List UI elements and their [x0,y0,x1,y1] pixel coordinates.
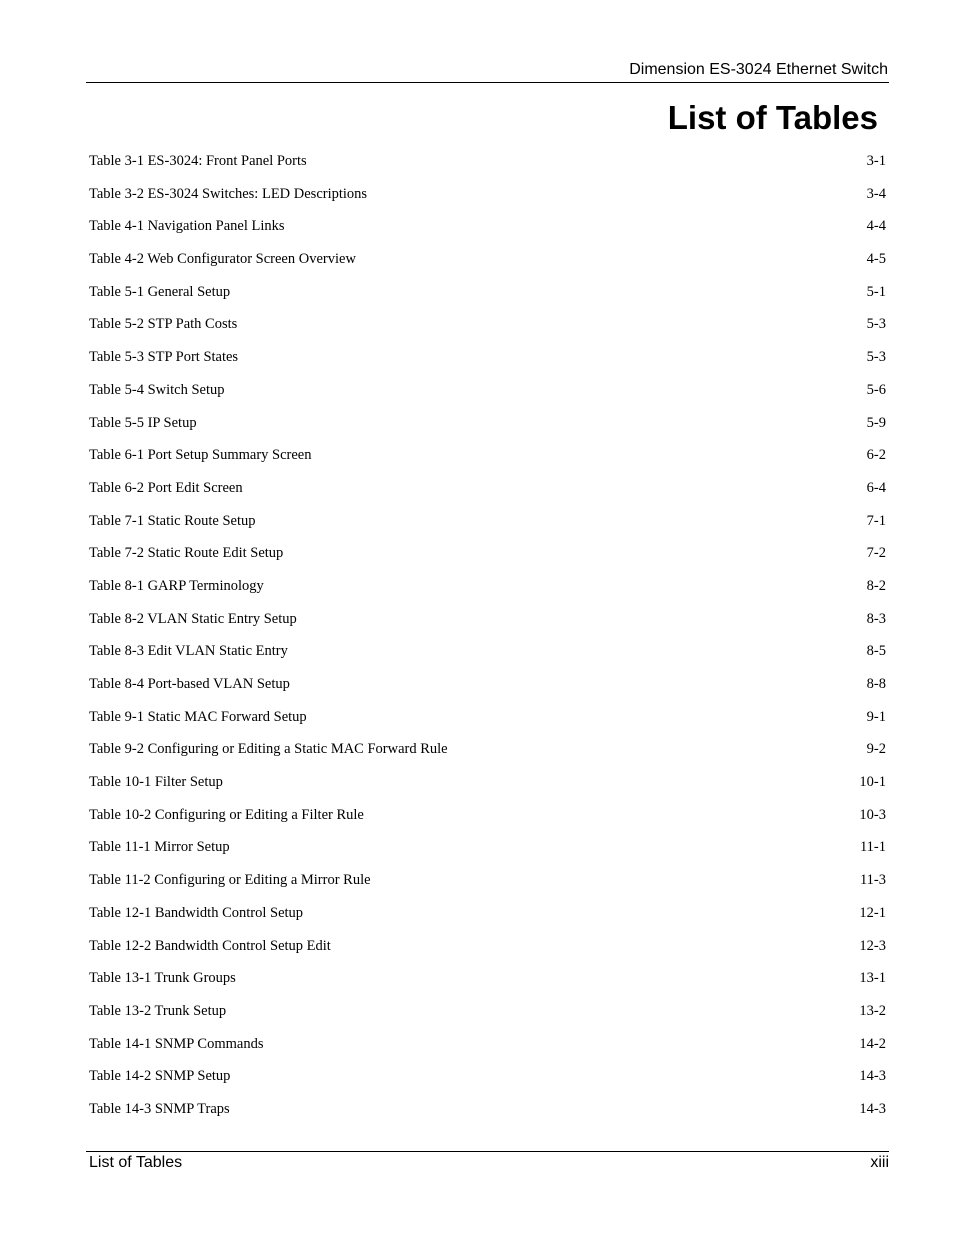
toc-dot-leader [231,834,859,851]
toc-dot-leader [372,867,859,884]
toc-entry-title[interactable]: Table 7-2 Static Route Edit Setup [89,545,284,562]
toc-entry-title[interactable]: Table 7-1 Static Route Setup [89,512,256,529]
toc-entry[interactable] [89,308,886,341]
toc-dot-leader [231,1096,859,1113]
toc-entry[interactable] [89,276,886,309]
toc-entry[interactable] [89,374,886,407]
toc-dot-leader [264,1031,858,1048]
toc-entry-page[interactable]: 10-1 [859,774,886,791]
toc-entry-page[interactable]: 13-1 [859,970,886,987]
toc-dot-leader [226,377,866,394]
toc-entry-title[interactable]: Table 4-2 Web Configurator Screen Overview [89,251,356,268]
toc-entry-page[interactable]: 8-8 [866,676,886,692]
toc-entry-title[interactable]: Table 14-3 SNMP Traps [89,1100,230,1117]
toc-entry-page[interactable]: 6-4 [866,479,886,496]
toc-entry-page[interactable]: 8-2 [866,577,886,594]
toc-dot-leader [227,998,858,1015]
toc-dot-leader [198,410,866,427]
toc-entry[interactable] [89,178,886,211]
toc-dot-leader [289,638,866,655]
toc-dot-leader [365,802,859,819]
toc-dot-leader [284,540,865,557]
toc-entry-title[interactable]: Table 10-2 Configuring or Editing a Filter Rule [89,806,364,823]
toc-dot-leader [244,475,866,492]
toc-entry[interactable] [89,1093,886,1126]
toc-entry-title[interactable]: Table 4-1 Navigation Panel Links [89,218,285,235]
toc-entry[interactable] [89,897,886,930]
list-of-tables [89,145,886,1126]
toc-entry-title[interactable]: Table 5-5 IP Setup [89,414,197,431]
toc-dot-leader [231,1063,858,1080]
toc-entry-title[interactable]: Table 6-2 Port Edit Screen [89,479,243,496]
toc-entry[interactable] [89,668,886,701]
toc-entry[interactable] [89,243,886,276]
toc-entry[interactable] [89,701,886,734]
toc-dot-leader [357,246,866,263]
running-header: Dimension ES-3024 Ethernet Switch [629,61,888,78]
toc-entry-title[interactable]: Table 8-4 Port-based VLAN Setup [89,676,290,692]
toc-entry-page[interactable]: 5-3 [866,349,886,366]
toc-entry-title[interactable]: Table 8-3 Edit VLAN Static Entry [89,643,288,660]
toc-entry-page[interactable]: 14-3 [859,1100,886,1117]
toc-entry-page[interactable]: 14-3 [859,1068,886,1085]
toc-entry-title[interactable]: Table 5-2 STP Path Costs [89,316,238,333]
toc-dot-leader [291,671,866,688]
toc-dot-leader [312,442,865,459]
toc-entry-title[interactable]: Table 12-1 Bandwidth Control Setup [89,904,304,921]
toc-entry[interactable] [89,864,886,897]
toc-entry-page[interactable]: 13-2 [859,1002,886,1019]
toc-entry[interactable] [89,407,886,440]
toc-entry-title[interactable]: Table 3-2 ES-3024 Switches: LED Descriptions [89,185,368,202]
toc-entry[interactable] [89,962,886,995]
toc-dot-leader [368,181,866,198]
toc-entry[interactable] [89,733,886,766]
toc-entry-page[interactable]: 6-2 [866,447,886,464]
toc-dot-leader [265,573,866,590]
footer-page-number: xiii [870,1154,889,1171]
toc-entry[interactable] [89,831,886,864]
toc-entry[interactable] [89,995,886,1028]
toc-entry-page[interactable]: 11-1 [859,839,886,856]
toc-entry-page[interactable]: 11-3 [859,872,886,889]
toc-entry-page[interactable]: 8-3 [866,610,886,627]
toc-entry-page[interactable]: 3-1 [866,153,886,169]
toc-entry-page[interactable]: 7-2 [866,545,886,562]
toc-dot-leader [237,965,859,982]
toc-entry-title[interactable]: Table 5-4 Switch Setup [89,381,225,398]
toc-entry-title[interactable]: Table 10-1 Filter Setup [89,774,223,791]
toc-entry-page[interactable]: 8-5 [866,643,886,660]
toc-dot-leader [257,508,866,525]
toc-entry-title[interactable]: Table 14-2 SNMP Setup [89,1068,231,1085]
toc-entry[interactable] [89,210,886,243]
toc-entry[interactable] [89,472,886,505]
toc-dot-leader [449,736,866,753]
toc-entry-page[interactable]: 5-3 [866,316,886,333]
toc-entry-page[interactable]: 9-1 [866,708,886,725]
toc-dot-leader [308,148,866,165]
footer-divider [86,1151,889,1152]
toc-dot-leader [304,900,858,917]
toc-entry[interactable] [89,635,886,668]
toc-entry-page[interactable]: 5-9 [866,414,886,431]
toc-entry-title[interactable]: Table 6-1 Port Setup Summary Screen [89,447,312,464]
toc-entry-page[interactable]: 9-2 [866,741,886,758]
toc-entry-title[interactable]: Table 11-2 Configuring or Editing a Mirror Rule [89,872,371,889]
toc-entry-page[interactable]: 12-1 [859,904,886,921]
toc-entry[interactable] [89,930,886,963]
footer-section-title: List of Tables [89,1154,183,1171]
toc-dot-leader [224,769,859,786]
toc-entry[interactable] [89,799,886,832]
toc-entry-title[interactable]: Table 5-3 STP Port States [89,349,239,366]
toc-entry-title[interactable]: Table 3-1 ES-3024: Front Panel Ports [89,153,307,169]
toc-entry-title[interactable]: Table 5-1 General Setup [89,283,231,300]
header-divider [86,82,889,83]
toc-entry-page[interactable]: 7-1 [866,512,886,529]
toc-entry-title[interactable]: Table 8-2 VLAN Static Entry Setup [89,610,297,627]
toc-entry-title[interactable]: Table 11-1 Mirror Setup [89,839,230,856]
toc-entry-title[interactable]: Table 9-1 Static MAC Forward Setup [89,708,307,725]
toc-entry[interactable] [89,341,886,374]
toc-entry-page[interactable]: 12-3 [859,937,886,954]
toc-entry-title[interactable]: Table 9-2 Configuring or Editing a Static MAC Forward Rule [89,741,448,758]
toc-dot-leader [332,933,859,950]
toc-entry-page[interactable]: 5-6 [866,381,886,398]
toc-dot-leader [239,344,866,361]
toc-entry-title[interactable]: Table 13-1 Trunk Groups [89,970,236,987]
toc-dot-leader [298,606,866,623]
toc-entry[interactable] [89,439,886,472]
toc-entry-page[interactable]: 10-3 [859,806,886,823]
toc-entry[interactable] [89,570,886,603]
toc-entry-title[interactable]: Table 8-1 GARP Terminology [89,577,264,594]
toc-dot-leader [286,213,866,230]
toc-entry[interactable] [89,1028,886,1061]
toc-entry-page[interactable]: 5-1 [866,283,886,300]
toc-entry[interactable] [89,505,886,538]
toc-entry[interactable] [89,603,886,636]
toc-dot-leader [238,311,865,328]
toc-entry-page[interactable]: 3-4 [866,185,886,202]
toc-entry[interactable] [89,145,886,178]
toc-entry-title[interactable]: Table 12-2 Bandwidth Control Setup Edit [89,937,331,954]
toc-entry-title[interactable]: Table 14-1 SNMP Commands [89,1035,264,1052]
page-title: List of Tables [667,99,878,136]
toc-entry-page[interactable]: 4-4 [866,218,886,235]
toc-entry-page[interactable]: 4-5 [866,251,886,268]
toc-dot-leader [231,279,866,296]
toc-entry-title[interactable]: Table 13-2 Trunk Setup [89,1002,227,1019]
toc-entry[interactable] [89,1060,886,1093]
toc-entry-page[interactable]: 14-2 [859,1035,886,1052]
toc-entry[interactable] [89,537,886,570]
toc-dot-leader [308,704,866,721]
toc-entry[interactable] [89,766,886,799]
